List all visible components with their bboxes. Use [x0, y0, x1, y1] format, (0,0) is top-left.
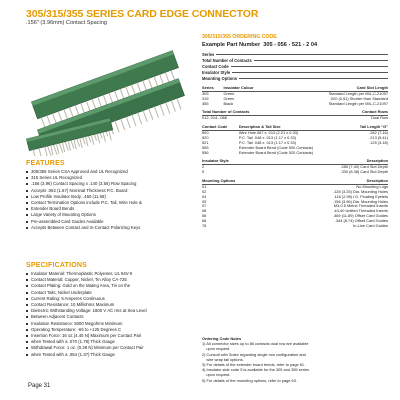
- table-cell: .213 (5.41): [369, 134, 388, 140]
- features-heading: FEATURES: [26, 160, 65, 167]
- specifications-section: [26, 262, 191, 358]
- legend-line: Series: [202, 51, 388, 57]
- legend-line: Insulator Style: [202, 70, 388, 76]
- table-cell: Green: [223, 95, 235, 101]
- table-header: Description & Tail Size: [239, 125, 347, 130]
- page-number: Page 31: [28, 383, 51, 389]
- connector-pin: [39, 148, 41, 156]
- connector-pin: [177, 98, 181, 109]
- table-cell: 56: [202, 213, 207, 219]
- note-line: 3) For details of the extender board bends, refer to page 61.: [202, 362, 306, 368]
- table-cell: No Mounting Lugs: [356, 183, 388, 189]
- table-header: Mounting Options: [202, 179, 272, 184]
- list-item: Withdrawal Force: 1 oz. (0.28 N) Minimum per Contact Pair: [26, 345, 191, 351]
- table-cell: .344 (8.74) Offset Card Guides: [334, 218, 388, 224]
- contacts-table: [202, 110, 388, 121]
- legend-line: Contact Code: [202, 64, 388, 70]
- list-item: Dielectric Withstanding Voltage: 1800 V AC rms at Sea Level: [26, 308, 191, 314]
- connector-pin: [86, 137, 88, 147]
- table-row: [202, 224, 388, 229]
- example-label: Example Part Number: [202, 41, 261, 48]
- list-item: .156 (3.96) Contact Spacing x .140 (3.56) Row Spacing: [26, 181, 191, 187]
- table-cell: 315: [202, 95, 209, 101]
- mounting-table: [202, 179, 388, 229]
- table-cell: Dual Row: [371, 115, 388, 121]
- connector-pin: [91, 135, 93, 145]
- table-cell: 07: [202, 203, 207, 209]
- page-title: 305/315/355 SERIES CARD EDGE CONNECTOR: [26, 8, 259, 20]
- notes-heading: Ordering Code Notes: [202, 336, 242, 341]
- connector-pin: [80, 138, 82, 148]
- specifications-list: [26, 271, 191, 358]
- table-cell: Extender Board Bend (Code 500 Contacts): [238, 144, 314, 150]
- series-table: [202, 86, 388, 107]
- connector-pin: [33, 150, 35, 156]
- list-item: Insertion Force: 16 oz.(4.45 N) Maximum per Contact Pair: [26, 333, 191, 339]
- table-cell: Extender Board Bend (Code 520 Contacts): [238, 149, 314, 155]
- note-line: upon request.: [202, 346, 231, 352]
- connector-pin: [62, 142, 64, 152]
- connector-pin: [74, 139, 76, 149]
- table-header: Description: [269, 159, 388, 164]
- table-cell: 355: [202, 100, 209, 106]
- table-cell: 556: [202, 149, 209, 155]
- table-header: Insulator Colour: [224, 86, 279, 91]
- connector-pin: [166, 102, 170, 113]
- connector-pin: [121, 119, 125, 130]
- note-line: 5) For details of the mounting options, refer to page 63.: [202, 377, 297, 383]
- table-cell: 68: [202, 218, 207, 224]
- list-item: Contact Tails, Nickel Underplate: [26, 290, 191, 296]
- list-item: Contact Material: Copper, Nickel, Tin Alloy CA-725: [26, 277, 191, 283]
- list-item: Operating Temperature: -65 to +125 Degrees C: [26, 327, 191, 333]
- connector-pin: [126, 117, 130, 128]
- table-cell: Standard Length per MIL-C-21097: [328, 100, 388, 106]
- connector-pin: [68, 141, 70, 151]
- table-cell: .330 (8.38) Card Slot Depth: [340, 169, 388, 175]
- table-cell: 04: [202, 193, 207, 199]
- contact-code-table: [202, 125, 388, 155]
- connector-pin: [45, 147, 47, 156]
- table-cell: .282 (7.16): [369, 130, 388, 136]
- table-header: Total Number of Contacts: [202, 110, 322, 115]
- example-value: 305 - 056 - 521 - 2 04: [263, 41, 318, 48]
- table-header: Contact Code: [202, 125, 239, 130]
- table-header: Card Slot Length: [279, 86, 388, 91]
- table-cell: In-Line Card Guides: [353, 222, 388, 228]
- legend-line: Total Number of Contacts: [202, 58, 388, 64]
- list-item: Insulation Resistance: 5000 Megohms Minimum: [26, 321, 191, 327]
- table-cell: 500: [202, 130, 209, 136]
- note-line: 4) Insulator side code 5 is available for the 305 and 355 series: [202, 367, 310, 373]
- list-item: Large Variety of Mounting Options: [26, 212, 191, 218]
- table-cell: [347, 151, 388, 156]
- table-cell: .116 (2.95) I.D. Floating Eyelets: [333, 193, 388, 199]
- insulator-table: [202, 159, 388, 175]
- table-row: [202, 116, 388, 121]
- note-line: 1) All connector sizes up to 86 contacts dual row are available: [202, 341, 309, 347]
- list-item: 305/355 Series CSA Approved and UL Recognized: [26, 169, 191, 175]
- list-item: Current Rating: 5 Amperes Continuous: [26, 296, 191, 302]
- table-cell: 2: [202, 164, 205, 170]
- table-cell: .469 (11.89) Offset Card Guides: [332, 213, 388, 219]
- table-row: [202, 170, 388, 175]
- list-item: Low Profile Insulator Body, .460 (11.68): [26, 194, 191, 200]
- connector-pin: [154, 107, 158, 118]
- list-item: Accepts Between Contact and In-Contact Polarizing Keys: [26, 225, 191, 231]
- list-item: when Tested with a .054 (1.37) Thick Gauge: [26, 352, 191, 358]
- list-item: Accepts .062 (1.57) Nominal Thickness P.C. Board: [26, 188, 191, 194]
- table-header: Contact Rows: [322, 110, 388, 115]
- table-header: Tail Length "G": [347, 125, 388, 130]
- ordering-notes: [202, 336, 388, 383]
- features-section: [26, 160, 191, 231]
- legend-line: Mounting Options: [202, 76, 388, 82]
- connector-pin: [160, 104, 164, 115]
- table-cell: 01: [202, 183, 207, 189]
- connector-pin: [115, 121, 119, 132]
- table-cell: P.C. Tail .048 x .013 (1.17 x 0.33): [238, 134, 296, 140]
- connector-pin: [143, 111, 147, 122]
- page-subtitle: .156" (3.96mm) Contact Spacing: [26, 20, 107, 26]
- table-cell: #4-40 Unified Threaded Inserts: [334, 208, 388, 214]
- example-part-number: [202, 42, 388, 49]
- ordering-legend: [202, 51, 388, 81]
- table-cell: .125 (3.18): [369, 139, 388, 145]
- connector-pin: [109, 131, 111, 141]
- table-cell: M3-0.5 Metric Threaded Inserts: [333, 203, 388, 209]
- list-item: Between Adjacent Contacts: [26, 314, 191, 320]
- connector-pin: [138, 113, 142, 124]
- connector-pin: [149, 109, 153, 120]
- table-cell: Standard Length per MIL-C-21097: [328, 90, 388, 96]
- connector-pin: [171, 100, 175, 111]
- connector-pin: [51, 145, 53, 155]
- ordering-code-heading: 305/315/355 ORDERING CODE: [202, 34, 277, 40]
- note-line: upon request.: [202, 372, 231, 378]
- list-item: Pre-assembled Card Guides Available: [26, 219, 191, 225]
- table-cell: .156 (3.96) Dia. Mounting Holes: [333, 198, 388, 204]
- table-header: Description: [272, 179, 388, 184]
- table-cell: Black: [223, 100, 234, 106]
- specifications-heading: SPECIFICATIONS: [26, 262, 88, 269]
- table-cell: .020 (0.51) Shorter than Standard: [329, 95, 388, 101]
- table-cell: 02: [202, 188, 207, 194]
- table-cell: 05: [202, 198, 207, 204]
- features-list: [26, 169, 191, 231]
- connector-pin: [97, 134, 99, 144]
- table-cell: .128 (3.25) Dia. Mounting Holes: [333, 188, 388, 194]
- table-cell: Green: [223, 90, 235, 96]
- table-cell: 76: [202, 222, 207, 228]
- table-cell: 521: [202, 139, 209, 145]
- note-line: 2) Consult with Sotec regarding single row configuration and: [202, 351, 306, 357]
- table-cell: .285 (7.40) Card Slot Depth: [340, 164, 388, 170]
- table-row: [202, 102, 388, 107]
- table-cell: P.C. Tail .048 x .013 (1.17 x 0.33): [238, 139, 296, 145]
- list-item: Extender Board Bends: [26, 206, 191, 212]
- list-item: Insulator Material: Thermoplastic Polyester, UL 94V-0: [26, 271, 191, 277]
- list-item: Contact Plating: Gold on the Mating Area, Tin on the: [26, 283, 191, 289]
- ordering-code-section: [202, 34, 388, 229]
- table-cell: 08: [202, 208, 207, 214]
- table-cell: 520: [202, 134, 209, 140]
- list-item: Contact Termination Options include P.C. Tail, Wire Hole &: [26, 200, 191, 206]
- table-cell: Wire Hole.087 x .013 (2.21 x 0.33): [238, 130, 299, 136]
- table-row: [202, 151, 388, 156]
- notes-list: [202, 341, 388, 383]
- table-cell: 555: [202, 144, 209, 150]
- connector-pin: [132, 115, 136, 126]
- table-cell: 5: [202, 169, 205, 175]
- connector-pin: [103, 132, 105, 142]
- note-line: wire wrap tail options.: [202, 356, 244, 362]
- list-item: 315 Series UL Recognized: [26, 175, 191, 181]
- list-item: when Tested with a .070 (1.78) Thick Gauge: [26, 339, 191, 345]
- list-item: Contact Resistance: 10 Milliohms Maximum: [26, 302, 191, 308]
- table-cell: 012, 014...086: [202, 115, 227, 121]
- table-header: Series: [202, 86, 224, 91]
- connector-product-photo: [26, 36, 191, 156]
- connector-pin: [56, 144, 58, 154]
- table-header: Insulator Style: [202, 159, 269, 164]
- table-cell: 305: [202, 90, 209, 96]
